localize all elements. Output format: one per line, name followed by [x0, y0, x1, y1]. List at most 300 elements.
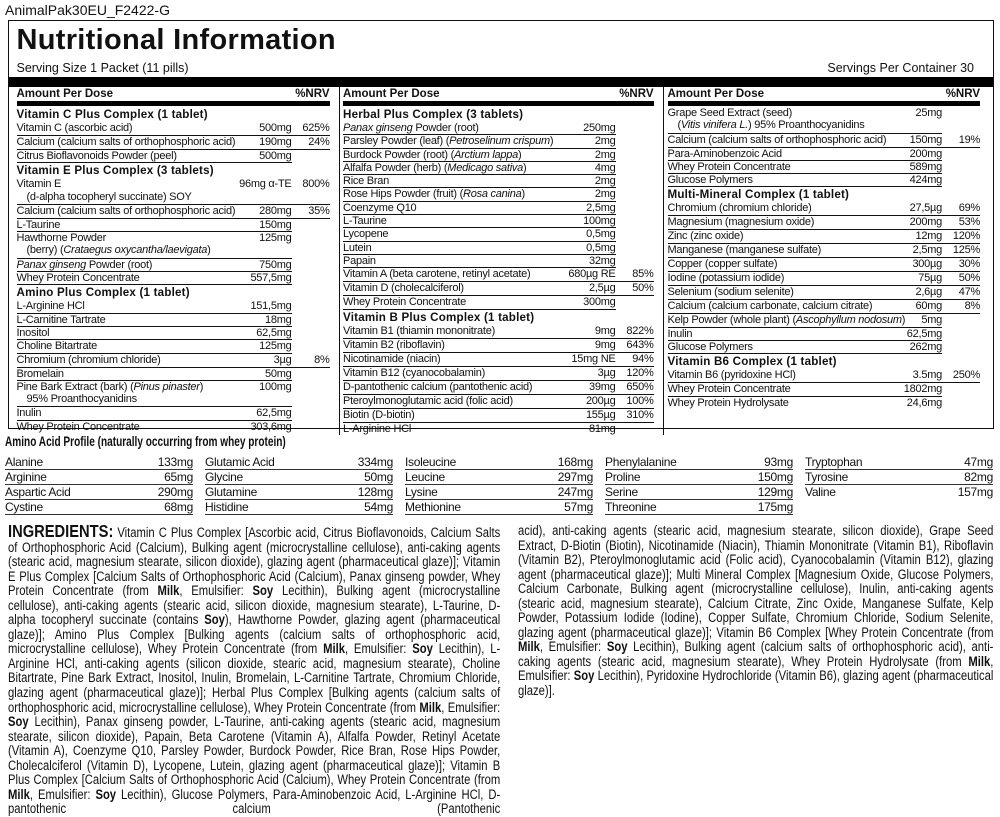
nutrient-row — [668, 134, 981, 148]
nutrient-main — [668, 286, 943, 300]
amino-amount: 157mg — [957, 485, 993, 499]
amino-amount: 334mg — [357, 455, 393, 469]
nutrient-name: Rose Hips Powder (fruit) (Rosa canina) — [343, 188, 525, 201]
nutrient-main — [668, 383, 943, 396]
amino-name: Tyrosine — [805, 470, 848, 484]
nutrient-amount: 25mg — [915, 107, 942, 119]
section-title: Herbal Plus Complex (3 tablets) — [343, 108, 524, 121]
nutrient-row — [668, 216, 981, 230]
nutrient-amount: 75µg — [918, 272, 942, 285]
nutrient-line — [17, 219, 292, 231]
nutrient-row — [668, 328, 981, 341]
nutrient-nrv: 643% — [616, 339, 654, 353]
nutrient-main — [343, 268, 616, 282]
nutrient-nrv: 625% — [292, 122, 330, 136]
nutrient-column — [663, 87, 993, 435]
amino-row — [605, 455, 793, 470]
column-header — [668, 87, 981, 101]
amino-row — [605, 485, 793, 500]
nutrient-row — [343, 353, 654, 367]
allergen-text: Soy — [573, 668, 595, 684]
nutrient-nrv — [942, 328, 980, 341]
nutrient-name: Panax ginseng Powder (root) — [343, 122, 479, 134]
nutrient-main — [343, 175, 616, 188]
nutrient-nrv: 100% — [616, 395, 654, 409]
nutrient-amount: 2,6µg — [915, 286, 942, 299]
nutrient-name: Inulin — [16, 407, 42, 420]
nutrient-amount: 12mg — [915, 230, 942, 243]
servings-per-container: Servings Per Container 30 — [827, 61, 974, 75]
nutrient-line — [343, 423, 616, 435]
nutrient-row — [17, 178, 330, 205]
nutrient-amount: 2,5µg — [589, 282, 616, 295]
nutrient-line — [343, 175, 616, 187]
nutrient-nrv: 69% — [942, 202, 980, 216]
nutrient-name: Copper (copper sulfate) — [667, 258, 778, 271]
nutrient-row — [17, 421, 330, 433]
nutrient-row — [343, 162, 654, 175]
nutrient-amount: 100mg — [583, 215, 616, 228]
nutrient-row — [17, 340, 330, 353]
nutrient-row — [343, 175, 654, 188]
nutrient-line — [668, 148, 943, 160]
nutrient-main — [17, 354, 292, 368]
nutrient-line — [668, 230, 943, 242]
allergen-text: Soy — [8, 714, 29, 730]
nutrient-name: Calcium (calcium salts of orthophosphoric acid) — [16, 136, 236, 148]
amino-name: Alanine — [5, 455, 43, 469]
nutrient-row — [17, 407, 330, 420]
nutrient-main — [17, 340, 292, 353]
nutrient-line — [17, 381, 292, 393]
nutrient-amount: 2mg — [594, 135, 616, 148]
nutrient-main — [343, 409, 616, 423]
amino-name: Phenylalanine — [605, 455, 677, 469]
nutrient-line — [17, 300, 292, 312]
section-title: Vitamin C Plus Complex (1 tablet) — [16, 108, 208, 121]
nutrient-amount: 18mg — [264, 313, 292, 326]
nutrient-row — [17, 150, 330, 163]
nutrient-row — [343, 395, 654, 409]
nutrient-main — [17, 219, 292, 232]
nutrient-amount: 62,5mg — [256, 407, 292, 420]
nutrient-amount: 190mg — [259, 136, 292, 148]
nutrient-main — [343, 381, 616, 395]
nutrient-main — [17, 122, 292, 136]
amino-profile-grid — [5, 455, 993, 515]
nutrient-nrv — [942, 341, 980, 354]
nutrient-nrv — [292, 327, 330, 340]
nutrient-row — [343, 215, 654, 228]
nutrient-amount: 300µg — [912, 258, 942, 271]
nutrient-row — [668, 161, 981, 174]
nutrient-name: Vitamin B1 (thiamin mononitrate) — [343, 324, 495, 337]
nutrient-line — [343, 353, 616, 365]
nutrient-row — [343, 228, 654, 241]
nutrient-main — [668, 244, 943, 258]
nutrient-amount: 589mg — [909, 160, 942, 173]
nutrient-line — [343, 381, 616, 393]
nutrient-row — [343, 339, 654, 353]
nutrient-main — [343, 339, 616, 353]
nutrient-name: Vitamin B2 (riboflavin) — [343, 338, 445, 351]
nutrient-amount: 680µg RE — [568, 268, 616, 281]
section-title: Vitamin E Plus Complex (3 tablets) — [16, 164, 214, 178]
amino-amount: 150mg — [757, 470, 793, 484]
nutrient-name: Calcium (calcium salts of orthophosphoric acid) — [16, 204, 236, 217]
section-title: Vitamin B6 Complex (1 tablet) — [667, 355, 837, 369]
nutrient-main — [343, 228, 616, 241]
nutrient-row — [668, 244, 981, 258]
nutrient-nrv: 250% — [942, 369, 980, 383]
nutrient-amount: 200mg — [909, 216, 942, 229]
amino-row — [805, 470, 993, 485]
nutrient-name: Whey Protein Concentrate — [343, 296, 467, 309]
nutrient-amount: 24,6mg — [906, 396, 942, 409]
allergen-text: Soy — [606, 639, 628, 655]
nutrient-line — [668, 286, 943, 298]
amino-row — [605, 500, 793, 515]
nutrient-name: Lutein — [343, 241, 372, 254]
header-black-bar — [9, 77, 993, 87]
nutrient-nrv — [616, 242, 654, 255]
nutrient-name: D-pantothenic calcium (pantothenic acid) — [343, 380, 533, 393]
nutrient-amount: 125mg — [259, 232, 292, 245]
nutrient-main — [343, 242, 616, 255]
nutrient-nrv: 30% — [942, 258, 980, 272]
nutrient-main — [343, 149, 616, 162]
nutrient-nrv — [292, 219, 330, 232]
nutrient-name: L-Taurine — [16, 218, 61, 231]
amino-amount: 133mg — [157, 455, 193, 469]
nutrient-row — [343, 188, 654, 201]
nutrient-nrv — [292, 407, 330, 420]
nutrient-nrv: 310% — [616, 409, 654, 423]
nutrient-main — [17, 368, 292, 381]
nutrient-amount: 60mg — [915, 300, 942, 313]
amino-row — [205, 500, 393, 515]
nutrient-row — [668, 300, 981, 314]
nutrient-name: Chromium (chromium chloride) — [16, 353, 161, 366]
amino-name: Proline — [605, 470, 641, 484]
section-title: Multi-Mineral Complex (1 tablet) — [667, 188, 850, 202]
nutrient-main — [343, 282, 616, 296]
nutrient-name: Lycopene — [343, 228, 389, 241]
nutrient-line — [668, 134, 943, 146]
nutrient-name: Inositol — [16, 326, 50, 339]
nutrient-line — [668, 244, 943, 256]
file-title: AnimalPak30EU_F2422-G — [5, 2, 170, 18]
nutrient-row — [17, 259, 330, 272]
ingredients-left-column — [8, 521, 501, 817]
nutrient-name: Vitamin B6 (pyridoxine HCl) — [667, 369, 796, 382]
nutrient-line — [17, 272, 292, 284]
nrv-label: %NRV — [945, 87, 980, 100]
amino-name: Glutamic Acid — [205, 455, 275, 469]
nutrient-name: Panax ginseng Powder (root) — [16, 258, 153, 271]
nutrient-main — [17, 259, 292, 272]
column-body — [17, 106, 330, 434]
nutrient-line — [668, 341, 943, 353]
nutrient-amount: 200mg — [909, 147, 942, 160]
nutrient-row — [17, 219, 330, 232]
nutrient-line — [343, 409, 616, 421]
nutrient-main — [17, 381, 292, 408]
nutrient-name: Alfalfa Powder (herb) (Medicago sativa) — [343, 161, 527, 174]
nutrient-nrv — [616, 135, 654, 148]
nutrient-main — [343, 122, 616, 135]
nutrient-row — [343, 381, 654, 395]
nutrient-line — [343, 162, 616, 174]
nutrient-amount: 100mg — [259, 380, 292, 393]
nutrient-name: L-Carnitine Tartrate — [16, 313, 106, 326]
amino-amount: 175mg — [757, 500, 793, 514]
nutrient-line — [668, 161, 943, 173]
nutrient-main — [17, 421, 292, 433]
nutrient-nrv: 8% — [292, 354, 330, 368]
nutrient-amount: 15mg NE — [571, 352, 616, 365]
nutrient-amount: 2mg — [594, 175, 616, 188]
nutrient-amount: 557,5mg — [250, 272, 292, 285]
nutrient-nrv — [616, 423, 654, 435]
nutrient-main — [668, 161, 943, 174]
nutrient-nrv — [292, 150, 330, 163]
nutrient-row — [343, 135, 654, 148]
amino-name: Cystine — [5, 500, 43, 514]
amino-amount: 93mg — [764, 455, 793, 469]
nutrient-main — [17, 407, 292, 420]
nutrient-row — [17, 368, 330, 381]
amino-amount: 54mg — [364, 500, 393, 514]
nutrient-line — [17, 122, 292, 134]
nutrient-row — [668, 148, 981, 161]
nutrient-main — [17, 205, 292, 219]
nutrient-main — [343, 367, 616, 381]
nrv-label: %NRV — [619, 87, 654, 100]
nutrient-main — [343, 325, 616, 339]
nutrient-amount: 424mg — [909, 174, 942, 187]
nutrient-line — [17, 407, 292, 419]
nutrient-name: Parsley Powder (leaf) (Petroselinum crispum) — [343, 135, 554, 148]
nutrient-nrv: 94% — [616, 353, 654, 367]
nutrient-amount: 1802mg — [903, 383, 942, 396]
nutrient-main — [668, 314, 943, 327]
nutrient-line — [17, 421, 292, 433]
nutrient-nrv: 800% — [292, 178, 330, 205]
amino-amount: 168mg — [557, 455, 593, 469]
nutrient-nrv: 24% — [292, 136, 330, 150]
amino-amount: 50mg — [364, 470, 393, 484]
nutrient-row — [343, 409, 654, 423]
allergen-text: Milk — [8, 786, 30, 802]
nutrient-nrv — [292, 381, 330, 408]
nutrient-nrv — [292, 259, 330, 272]
nutrient-line — [668, 216, 943, 228]
nutrient-name: L-Arginine HCl — [16, 300, 85, 313]
nutrient-nrv — [616, 215, 654, 228]
amino-amount: 290mg — [157, 485, 193, 499]
nutrient-nrv: 822% — [616, 325, 654, 339]
amino-amount: 68mg — [164, 500, 193, 514]
nutrient-nrv: 125% — [942, 244, 980, 258]
nutrient-row — [17, 327, 330, 340]
nutrient-amount: 39mg — [588, 380, 616, 393]
nutrient-row — [17, 136, 330, 150]
nutrient-row — [17, 205, 330, 219]
amount-per-dose-label: Amount Per Dose — [16, 87, 113, 100]
nutrient-nrv: 19% — [942, 134, 980, 148]
nutrient-row — [343, 423, 654, 435]
nutrient-line — [343, 242, 616, 254]
nutrient-name: Whey Protein Concentrate — [667, 160, 791, 173]
amino-row — [405, 470, 593, 485]
nutrient-main — [668, 134, 943, 148]
nutrient-line — [343, 135, 616, 147]
nutrient-line — [343, 228, 616, 240]
nutrient-row — [17, 314, 330, 327]
nutrient-name: Magnesium (magnesium oxide) — [667, 216, 815, 229]
nutrient-name: L-Arginine HCl — [343, 422, 412, 435]
nutrient-name: Glucose Polymers — [667, 174, 753, 187]
nutrient-line — [668, 369, 943, 381]
nutrient-amount: 62,5mg — [256, 326, 292, 339]
nutrient-nrv — [292, 232, 330, 259]
nutrient-main — [668, 230, 943, 244]
nutrient-nrv — [616, 296, 654, 309]
nutrient-name: Grape Seed Extract (seed) — [667, 107, 793, 119]
nutrient-nrv — [942, 107, 980, 134]
ingredients-text: Vitamin C Plus Complex [Ascorbic acid, Citrus Bioflavonoids, Calcium Salts of Orthophosphoric Acid (Calcium), Bulking agent (microcrystalline cellulose), anti-caking agents (stearic acid, magnesium stearate, silicon dioxide), glazing agent (pharmaceutical glaze)]; Vitamin E Plus Complex [Calcium Salts of Orthophosphoric Acid (Calcium), Panax ginseng powder, Whey Protein Concentrate (from Milk, Emulsifier: Soy Lecithin), Bulking agent (microcrystalline cellulose), anti-caking agents (stearic acid, silicon dioxide, magnesium stearate), L-Taurine, D-alpha tocopheryl succinate (contains Soy), Hawthorne Powder, glazing agent (pharmaceutical glaze)]; Amino Plus Complex [Bulking agents (calcium salts of orthophosphoric acid, microcrystalline cellulose), Whey Protein Concentrate (from Milk, Emulsifier: Soy Lecithin), L-Arginine HCl, anti-caking agents (silicon dioxide, stearic acid, magnesium stearate), Choline Bitartrate, Pine Bark Extract, Inositol, Inulin, Bromelain, L-Carnitine Tartrate, Chromium Chloride, glazing agent (pharmaceutical glaze)]; Herbal Plus Complex [Bulking agents (calcium salts of orthophosphoric acid, microcrystalline cellulose), Whey Protein Concentrate (from Milk, Emulsifier: Soy Lecithin), Panax ginseng powder, L-Taurine, anti-caking agents (stearic acid, magnesium stearate, silicon dioxide), Papain, Beta Carotene (Vitamin A), Alfalfa Powder, Retinyl Acetate (Vitamin A), Coenzyme Q10, Parsley Powder, Burdock Powder, Rice Bran, Rose Hips Powder, Cholecalciferol (Vitamin D), Lycopene, Lutein, glazing agent (pharmaceutical glaze)]; Vitamin B Plus Complex [Calcium Salts of Orthophosphoric Acid (Calcium), Whey Protein Concentrate (from Milk, Emulsifier: Soy Lecithin), Glucose Polymers, Para-Aminobenzoic Acid, L-Arginine HCl, D-pantothenic calcium (Pantothenic — [8, 525, 501, 817]
amino-name: Histidine — [205, 500, 249, 514]
nutrient-nrv — [616, 149, 654, 162]
nutrient-nrv — [616, 255, 654, 268]
nutrient-line — [343, 149, 616, 161]
nutrient-nrv — [942, 174, 980, 187]
nutrient-amount: 750mg — [259, 258, 292, 271]
allergen-text: Milk — [323, 641, 345, 657]
allergen-text: Soy — [95, 786, 117, 802]
nutrient-main — [668, 328, 943, 341]
nutrient-amount: 32mg — [588, 254, 616, 267]
nutrient-main — [668, 107, 943, 134]
nutrient-nrv — [292, 340, 330, 353]
nutrient-subline: (d-alpha tocopheryl succinate) SOY — [26, 190, 192, 203]
amino-row — [5, 470, 193, 485]
nutrient-name: Whey Protein Concentrate — [16, 272, 140, 285]
nutrient-nrv — [616, 122, 654, 135]
nutrient-amount: 3µg — [597, 366, 616, 379]
nutrient-main — [668, 272, 943, 286]
nutrient-row — [343, 255, 654, 268]
nutrient-main — [17, 300, 292, 313]
nutrient-line — [17, 150, 292, 162]
serving-size: Serving Size 1 Packet (11 pills) — [16, 61, 189, 75]
nutrient-main — [17, 178, 292, 205]
amino-profile-title: Amino Acid Profile (naturally occurring from whey protein) — [5, 433, 286, 449]
nutrient-name: Inulin — [667, 327, 693, 340]
nutrient-line — [343, 367, 616, 379]
amino-amount: 247mg — [557, 485, 593, 499]
nutrient-main — [668, 369, 943, 383]
amount-per-dose-label: Amount Per Dose — [667, 87, 764, 100]
nutrient-row — [668, 107, 981, 134]
amino-row — [205, 455, 393, 470]
nutrient-line — [17, 327, 292, 339]
nutrient-nrv — [292, 300, 330, 313]
nutrient-nrv: 47% — [942, 286, 980, 300]
amino-column — [405, 455, 593, 515]
nutrient-line — [343, 255, 616, 267]
nutrient-main — [668, 300, 943, 314]
nutrient-subline: (berry) (Crataegus oxycantha/laevigata) — [26, 244, 211, 257]
amino-name: Valine — [805, 485, 836, 499]
nutrient-amount: 155µg — [585, 408, 616, 421]
nutrient-row — [668, 202, 981, 216]
amino-name: Arginine — [5, 470, 47, 484]
nutrient-main — [343, 423, 616, 435]
amino-row — [605, 470, 793, 485]
nutrient-main — [668, 202, 943, 216]
nutrient-line — [668, 272, 943, 284]
column-body — [668, 106, 981, 409]
nutrient-line — [17, 259, 292, 271]
amino-column — [605, 455, 793, 515]
amino-row — [805, 455, 993, 470]
nutrient-subline: 95% Proanthocyanidins — [26, 393, 137, 406]
nutrient-row — [343, 149, 654, 162]
amino-row — [405, 455, 593, 470]
nutrient-row — [668, 314, 981, 327]
nutrient-row — [668, 397, 981, 409]
nutrient-amount: 96mg α-TE — [239, 178, 292, 191]
nutrient-line — [17, 178, 292, 190]
amino-column — [805, 455, 993, 515]
nutrient-row — [343, 268, 654, 282]
nutrient-line — [668, 300, 943, 312]
nutrient-name: Whey Protein Concentrate — [667, 383, 791, 396]
nutrient-main — [17, 136, 292, 150]
nutrient-name: Vitamin C (ascorbic acid) — [16, 122, 133, 134]
nutrient-row — [343, 122, 654, 135]
nutrient-amount: 9mg — [594, 338, 616, 351]
nutrient-main — [343, 162, 616, 175]
nutrient-line — [343, 296, 616, 308]
nutrient-line — [668, 314, 943, 326]
nutrient-name: Para-Aminobenzoic Acid — [667, 147, 782, 160]
nutrient-name: Burdock Powder (root) (Arctium lappa) — [343, 148, 522, 161]
nutrient-main — [343, 215, 616, 228]
amino-amount: 47mg — [964, 455, 993, 469]
nutrient-row — [668, 230, 981, 244]
nutrient-nrv: 50% — [616, 282, 654, 296]
column-header — [17, 87, 330, 101]
nutrient-row — [343, 282, 654, 296]
nutrient-nrv — [942, 397, 980, 409]
nutrient-name: Whey Protein Hydrolysate — [667, 396, 789, 409]
nutrient-name: L-Taurine — [343, 215, 387, 228]
nutrient-line — [17, 314, 292, 326]
amino-row — [5, 500, 193, 515]
amino-row — [405, 500, 593, 515]
nutrient-row — [343, 296, 654, 309]
amino-amount: 129mg — [757, 485, 793, 499]
nutrient-nrv — [616, 228, 654, 241]
allergen-text: Soy — [204, 612, 225, 628]
nutrient-line — [17, 232, 292, 244]
nutrient-amount: 0,5mg — [586, 241, 616, 254]
amino-name: Aspartic Acid — [5, 485, 71, 499]
nutrient-amount: 27,5µg — [909, 202, 942, 215]
